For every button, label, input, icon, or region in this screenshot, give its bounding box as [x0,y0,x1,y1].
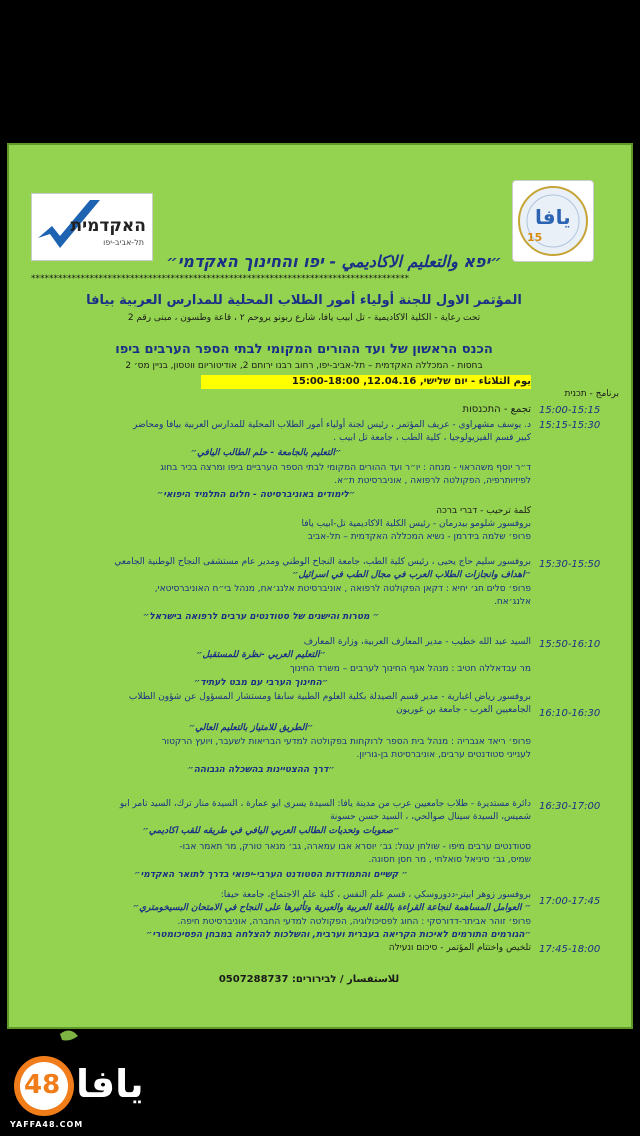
schedule-time: 15:00-15:15 [539,405,601,416]
schedule-line: ״דרך ההצטיינות בהשכלה הגבוהה״ [187,765,335,775]
schedule-line: ״החינוך הערבי עם מבט לעתיד״ [193,678,329,688]
schedule-line: دائرة مستديرة - طلاب جامعيين عرب من مدينة يافا: السيدة يسرى ابو عمارة ، السيدة منار ترك، السيد تامر ابو [119,799,531,809]
schedule-line: ד״ר יוסף משהראוי - מנחה : יו״ר ועד ההורים המקומי לבתי הספר הערביים ביפו ומרצה בכיר בחוג [160,463,531,473]
schedule-time: 15:30-15:50 [539,559,601,570]
schedule-line: ״לימודים באוניברסיטה - חלום התלמיד היפואי״ [156,490,356,500]
schedule-time: 16:30-17:00 [539,801,601,812]
schedule-line: تلخيص واختتام المؤتمر - סיכום ונעילה [388,943,531,953]
schedule-line: شميس، السيدة سينال صوالحي، ، السيد حسن حسونة [330,812,531,822]
schedule-time: 17:00-17:45 [539,896,601,907]
schedule-line: ״التعليم بالجامعة - حلم الطالب اليافي״ [190,448,342,458]
watermark-site: YAFFA48.COM [10,1120,84,1129]
schedule-line: ״ קשיים והתמודדות הסטודנט הערבי-יפואי בדרך לתואר האקדמי״ [134,870,408,880]
schedule-line: פרופ׳ זוהר אביתר-דדורסקי : החוג לפסיכולוגיה, הפקולטה למדעי החברה, אוניברסיטת חיפה. [177,917,531,927]
program-label: برنامج - תכנית [564,389,619,399]
logo-right-text: يافا [535,205,571,229]
event-flyer [7,143,633,1029]
schedule-line: ״הגורמים התורמים לאיכות הקריאה בעברית וערבית, והשלכות להצלחה במבחן הפסיכומטרי״ [146,930,531,940]
schedule-time: 16:10-16:30 [539,708,601,719]
subtitle-arabic: تحت رعاية - الكلية الاكاديمية - تل ابيب يافا، شارع ربونو يروحم ٢ ، قاعة وطسون ، مبنى رقم 2 [127,313,481,323]
subtitle-hebrew: בחסות - המכללה האקדמית – תל-אביב-יפו, רחוב רבנו ירוחם 2, אודיטוריום ווטסון, בניין מס׳ 2 [125,361,483,371]
inquiries-line: للاستفسار / לבירורים: 0507288737 [218,974,400,985]
schedule-line: ״اهداف وانجازات الطلاب العرب في مجال الطب في اسرائيل״ [292,570,531,580]
title-arabic: المؤتمر الاول للجنة أولياء أمور الطلاب المحلية للمدارس العربية بيافا [86,293,522,308]
schedule-line: פרופ׳ ריאד אגבריה : מנהל בית הספר לרוקחות בפקולטה למדעי הבריאות לשעבר, ויועץ הרקטור [161,737,531,747]
schedule-line: ״التعليم العربي -نظرة للمستقبل״ [196,650,326,660]
schedule-line: סטודנטים ערבים מיפו - שולחן עגול: גב׳ יוסרא אבו עמארה, גב׳ מנאר טורק, מר תאמר אבו- [179,842,531,852]
schedule-line: לפיזיותרפיה, הפקולטה לרפואה , אוניברסיטת ת״א. [334,476,531,486]
schedule-line: ״الطريق للامتياز بالتعليم العالي״ [188,723,314,733]
watermark-arabic: يافا [76,1062,144,1106]
schedule-time: 17:45-18:00 [539,944,601,955]
schedule-line: د. يوسف مشهراوي - عريف المؤتمر ، رئيس لجنة أولياء أمور الطلاب المحلية للمدارس العربية بيافا ومحاضر [133,420,531,430]
schedule-line: بروفسور شلومو بيدرمان - رئيس الكلية الاكاديمية تل-ابيب يافا [301,519,531,529]
schedule-line: السيد عبد الله خطيب - مدير المعارف العربية، وزارة المعارف [303,637,531,647]
schedule-line: שמיס, גב׳ סיניאל סואלחי , מר חסן חסונה. [368,855,531,865]
schedule-time: 15:50-16:10 [539,639,601,650]
logo-right-number: 15 [527,231,543,244]
watermark-number: 48 [24,1070,61,1100]
schedule-line: אלנג׳אח. [494,597,531,607]
stars-divider: ************************************************************************************ [31,274,409,284]
banner-title: ״יפא والتعليم الاكاديمي - יפו והחינוך האקדמי״ [166,252,502,271]
schedule-line: ״صعوبات وتحديات الطالب العربي اليافي في طريقه للقب اكاديمي״ [142,826,400,836]
schedule-line: פרופ׳ סלים חג׳ יחיא : דקאן הפקולטה לרפואה , אוניברסיטת אלנג׳אח, מנהל בי״ח האוניברסיטאי, [154,584,531,594]
date-line: يوم الثلاثاء - יום שלישי, 12.04.16, 15:00-18:00 [201,375,531,389]
schedule-line: بروفسور رياض اغبارية - مدير قسم الصيدلة بكلية العلوم الطبية سابقا ومستشار المسؤول عن شؤون الطلاب [128,692,531,702]
schedule-line: بروفسور سليم حاج يحيى ، رئيس كلية الطب، جامعة النجاح الوطني ومدير عام مستشفى النجاح الوطنية الجامعي [114,557,531,567]
schedule-line: פרופ׳ שלמה בידרמן - נשיא המכללה האקדמית – תל-אביב [307,532,531,542]
logo-left-text: האקדמית [70,216,146,236]
schedule-line: ״ العوامل المساهمة لنجاعة القراءة باللغة العربية والعبرية وتأثيرها على النجاح في الامتحان البسيخومتري״ [132,903,531,913]
schedule-line: الجامعيين العرب - جامعة بن غوريون [396,705,531,715]
schedule-line: מר עבדאללה חטיב : מנהל אגף החינוך לערבים – משרד החינוך [289,664,531,674]
schedule-line: بروفسور زوهر ابيتر-ددوروسكي ، قسم علم النفس ، كلية علم الاجتماع، جامعة حيفا: [220,890,531,900]
schedule [9,145,633,1029]
schedule-line: לענייני סטודנטים ערבים, אוניברסיטת בן-גוריון. [356,750,531,760]
schedule-line: كبير قسم الفيزيولوجيا ، كلية الطب ، جامعة تل ابيب . [333,433,531,443]
title-hebrew: הכנס הראשון של ועד ההורים המקומי לבתי הספר הערבים ביפו [115,342,493,357]
schedule-line: ״ מטרות והישגים של סטודנטים ערבים לרפואה בישראל״ [142,612,380,622]
schedule-line: كلمة ترحيب - דברי ברכה [436,506,531,516]
logo-left-subtext: תל-אביב-יפו [103,238,144,247]
yaffa48-watermark [0,1028,144,1136]
schedule-time: 15:15-15:30 [539,420,601,431]
schedule-line: تجمع - התכנסות [462,404,531,415]
